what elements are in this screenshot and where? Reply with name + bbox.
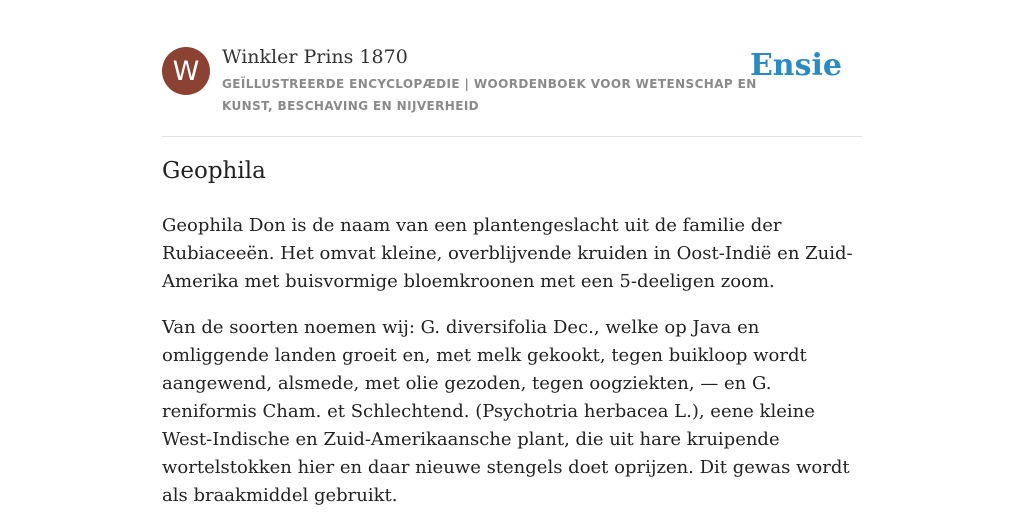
source-title[interactable]: Winkler Prins 1870 (222, 46, 408, 68)
entry-paragraph: Van de soorten noemen wij: G. diversifolia Dec., welke op Java en omliggende landen groeit en, met melk gekookt, tegen buikloop wordt aangewend, alsmede, met olie gezoden, tegen oogziekten, — en G. reniformis Cham. et Schlechtend. (Psychotria herbacea L.), eene kleine West-Indische en Zuid-Amerikaansche plant, die uit hare kruipende wortelstokken hier en daar nieuwe stengels doet oprijzen. Dit gewas wordt als braakmiddel gebruikt. (162, 317, 850, 506)
source-subtitle: GEÏLLUSTREERDE ENCYCLOPÆDIE | WOORDENBOEK VOOR WETENSCHAP EN KUNST, BESCHAVING EN NIJVERHEID (222, 77, 757, 113)
ensie-logo-link[interactable]: Ensie (749, 48, 842, 83)
source-avatar[interactable]: W (162, 47, 210, 95)
source-header (162, 0, 862, 137)
entry-paragraph: Geophila Don is de naam van een plantengeslacht uit de familie der Rubiaceeën. Het omvat kleine, overblijvende kruiden in Oost-Indië en Zuid-Amerika met buisvormige bloemkroonen met een 5-deeligen zoom. (162, 215, 853, 292)
entry-title: Geophila (162, 158, 266, 184)
entry-body (162, 212, 862, 528)
page (162, 0, 862, 506)
